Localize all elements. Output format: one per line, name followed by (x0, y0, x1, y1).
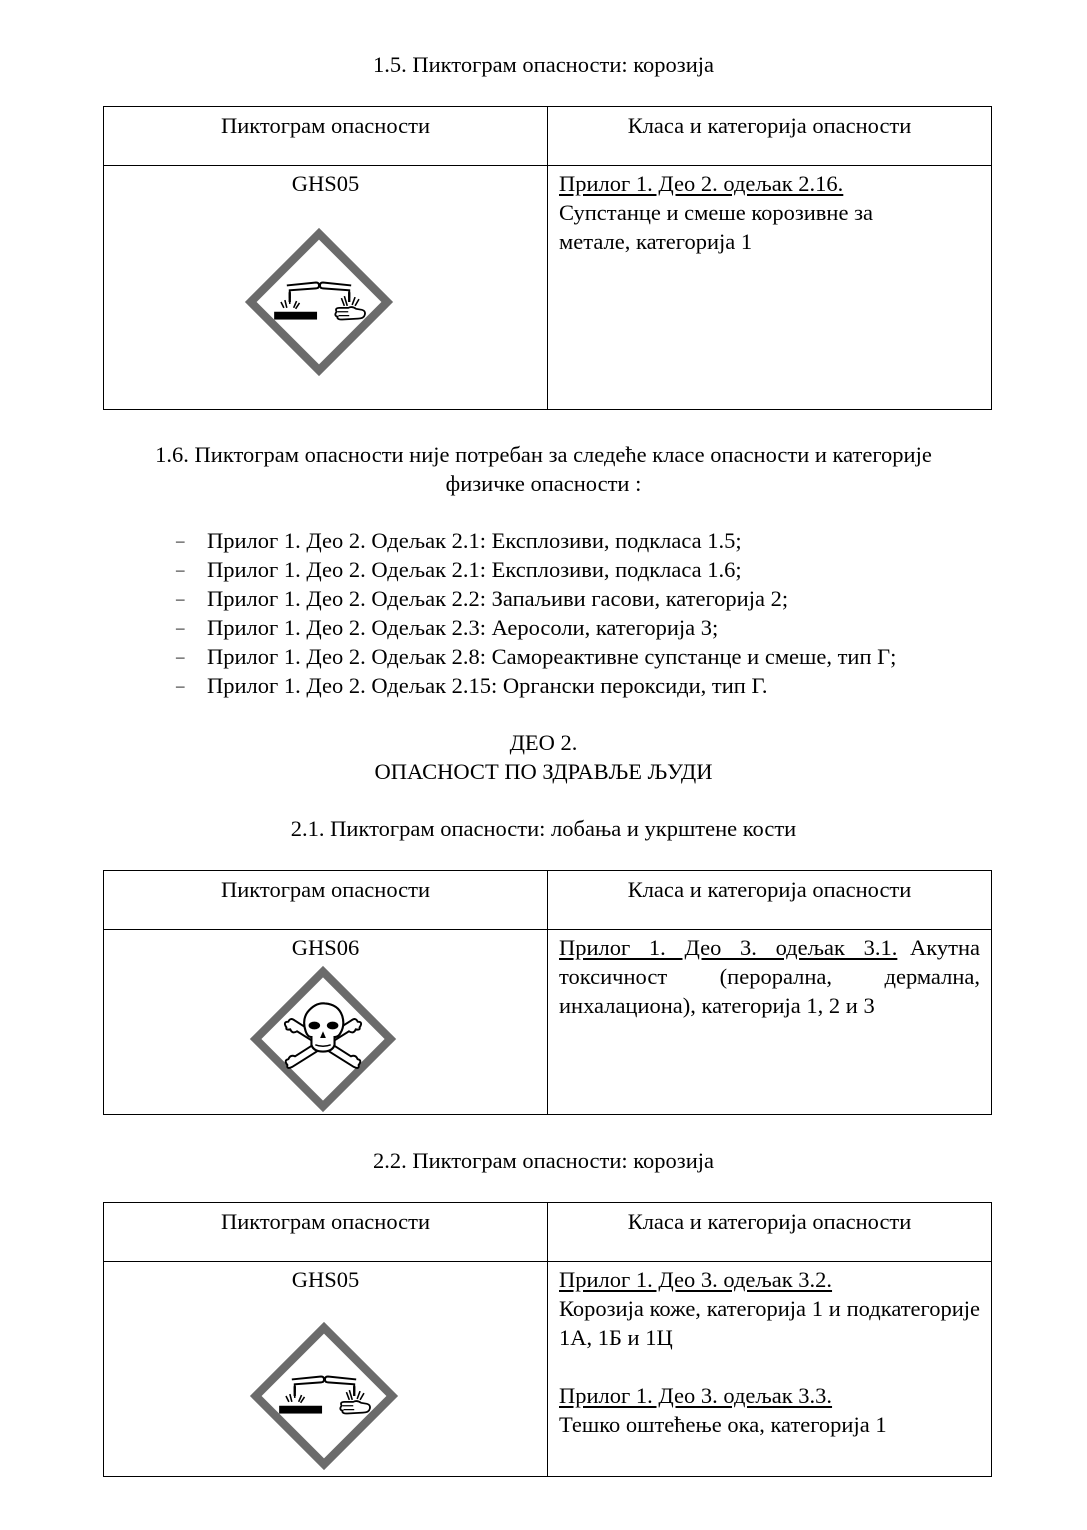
list-item-text: Прилог 1. Део 2. Одељак 2.2: Запаљиви гасови, категорија 2; (207, 586, 789, 611)
ghs-code: GHS06 (291, 935, 360, 960)
part-2-subtitle: ОПАСНОСТ ПО ЗДРАВЉЕ ЉУДИ (374, 759, 713, 784)
section-2-2-caption: 2.2. Пиктограм опасности: корозија (373, 1148, 714, 1173)
table-header-class-category: Класа и категорија опасности (548, 107, 992, 166)
table-header-pictogram: Пиктограм опасности (104, 871, 548, 930)
hazard-description: Акутна токсичност (перорална, дермална, инхалациона), категорија 1, 2 и 3 (559, 935, 981, 1018)
list-item-text: Прилог 1. Део 2. Одељак 2.15: Органски пероксиди, тип Г. (207, 673, 768, 698)
list-item-text: Прилог 1. Део 2. Одељак 2.1: Експлозиви, подкласа 1.5; (207, 528, 742, 553)
ghs-code: GHS05 (291, 171, 360, 196)
dash-bullet: – (176, 676, 185, 695)
corrosion-icon (246, 1318, 402, 1474)
annex-reference: Прилог 1. Део 2. одељак 2.16. (559, 171, 844, 196)
section-1-5-caption: 1.5. Пиктограм опасности: корозија (373, 52, 714, 77)
list-item-text: Прилог 1. Део 2. Одељак 2.8: Самореактивне супстанце и смеше, тип Г; (207, 644, 897, 669)
section-1-6-caption-line1: 1.6. Пиктограм опасности није потребан за следеће класе опасности и категорије (155, 442, 932, 467)
skull-crossbones-icon (246, 962, 400, 1116)
hazard-description: Тешко оштећење ока, категорија 1 (559, 1412, 887, 1437)
pictogram-cell (104, 166, 548, 410)
hazard-class-cell (548, 1262, 992, 1477)
dash-bullet: – (176, 531, 185, 550)
hazard-description: Супстанце и смеше корозивне за метале, категорија 1 (559, 200, 873, 254)
hazard-description: Корозија коже, категорија 1 и подкатегорије 1А, 1Б и 1Ц (559, 1296, 980, 1350)
corrosion-icon (241, 224, 397, 380)
table-header-pictogram: Пиктограм опасности (104, 1203, 548, 1262)
section-1-5-table (103, 106, 992, 410)
annex-reference: Прилог 1. Део 3. одељак 3.2. (559, 1267, 833, 1292)
annex-reference: Прилог 1. Део 3. одељак 3.3. (559, 1383, 833, 1408)
dash-bullet: – (176, 618, 185, 637)
annex-reference: Прилог 1. Део 3. одељак 3.1. (559, 935, 898, 960)
pictogram-cell (104, 1262, 548, 1477)
table-header-pictogram: Пиктограм опасности (104, 107, 548, 166)
dash-bullet: – (176, 560, 185, 579)
hazard-class-cell (548, 166, 992, 410)
list-item-text: Прилог 1. Део 2. Одељак 2.3: Аеросоли, категорија 3; (207, 615, 719, 640)
dash-bullet: – (176, 589, 185, 608)
part-2-title: ДЕО 2. (509, 730, 578, 755)
section-2-1-caption: 2.1. Пиктограм опасности: лобања и укрштене кости (290, 816, 797, 841)
section-2-2-table (103, 1202, 992, 1477)
pictogram-cell (104, 930, 548, 1115)
ghs-code: GHS05 (291, 1267, 360, 1292)
list-item-text: Прилог 1. Део 2. Одељак 2.1: Експлозиви, подкласа 1.6; (207, 557, 742, 582)
section-1-6-caption-line2: физичке опасности : (445, 471, 642, 496)
table-header-class-category: Класа и категорија опасности (548, 871, 992, 930)
hazard-class-cell (548, 930, 992, 1115)
section-2-1-table (103, 870, 992, 1115)
table-header-class-category: Класа и категорија опасности (548, 1203, 992, 1262)
dash-bullet: – (176, 647, 185, 666)
